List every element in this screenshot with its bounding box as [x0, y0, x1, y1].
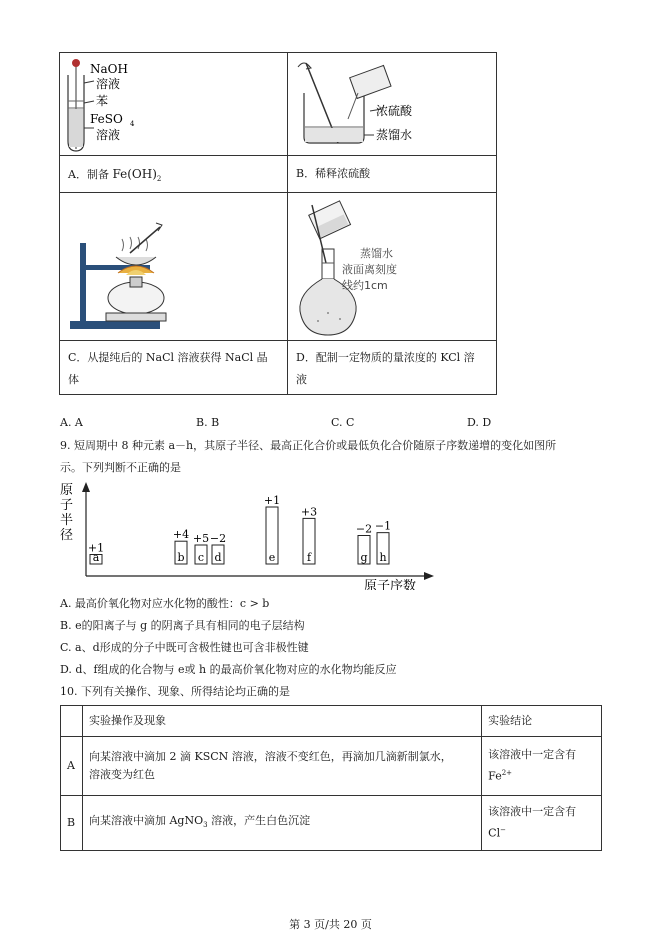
q9-chart-svg	[58, 480, 438, 590]
row-b-con-line1: 该溶液中一定含有	[488, 805, 577, 819]
q8-option-a[interactable]: A. A	[60, 416, 83, 429]
y-axis-arrow	[82, 482, 90, 492]
header-conclusion: 实验结论	[482, 706, 602, 737]
q9-option-c[interactable]: C. a、d形成的分子中既可含极性键也可含非极性键	[60, 641, 309, 654]
header-operation: 实验操作及现象	[82, 706, 481, 737]
level-label-2: 线约1cm	[342, 279, 388, 292]
row-a-operation	[82, 737, 481, 796]
bar-label-b: b	[177, 551, 185, 564]
caption-d-line1: D．配制一定物质的量浓度的 KCl 溶	[296, 351, 475, 364]
x-axis-label: 原子序数	[364, 579, 417, 590]
valence-label-a: +1	[87, 541, 105, 555]
valence-label-d: −2	[209, 532, 227, 545]
bar-label-d: d	[214, 551, 222, 564]
dist-water-d-label: 蒸馏水	[360, 247, 393, 260]
y-axis-label-char: 半	[60, 513, 74, 528]
q9-stem-line1: 9. 短周期中 8 种元素 a－h，其原子半径、最高正化合价或最低负化合价随原子序数递增的变化如图所	[60, 439, 557, 452]
bar-label-e: e	[268, 551, 276, 564]
valence-label-g: −2	[355, 522, 373, 536]
header-blank	[61, 706, 83, 737]
row-a-op-line2: 溶液变为红色	[88, 768, 155, 781]
caption-b-text: B．稀释浓硫酸	[296, 167, 371, 180]
row-a-conclusion	[482, 737, 602, 796]
caption-d-line2: 液	[296, 373, 307, 386]
q9-option-a[interactable]: A. 最高价氧化物对应水化物的酸性：c > b	[60, 597, 270, 610]
caption-a-formula: Fe(OH)	[112, 167, 157, 181]
row-b-conclusion	[482, 796, 602, 851]
feso4-sub: 4	[130, 120, 135, 128]
solution-label-2: 溶液	[96, 128, 121, 142]
valence-label-e: +1	[263, 494, 281, 507]
cell-b-image	[287, 52, 497, 156]
row-b-op-post: 溶液，产生白色沉淀	[207, 813, 311, 827]
q8-option-c[interactable]: C. C	[331, 416, 355, 429]
naoh-tube-figure	[60, 53, 289, 157]
valence-label-h: −1	[374, 519, 392, 533]
row-b-op-sub: 3	[203, 821, 208, 830]
valence-label-f: +3	[300, 505, 318, 519]
row-b-ion-charge: −	[500, 826, 506, 835]
q8-option-d[interactable]: D. D	[467, 416, 492, 429]
cell-c-image	[59, 192, 288, 341]
dist-water-b-label: 蒸馏水	[376, 128, 413, 142]
q8-figure-table	[59, 52, 497, 395]
caption-c	[59, 340, 288, 395]
x-axis-arrow	[424, 572, 434, 580]
level-label-1: 液面离刻度	[342, 263, 397, 276]
bar-label-c: c	[197, 551, 205, 564]
solution-label-1: 溶液	[96, 77, 121, 91]
row-a-ion: Fe	[488, 769, 502, 783]
cell-a-image	[59, 52, 288, 156]
table-row	[61, 737, 602, 796]
caption-c-line1: C．从提纯后的 NaCl 溶液获得 NaCl 晶	[68, 351, 268, 364]
row-a-op-line1: 向某溶液中滴加 2 滴 KSCN 溶液，溶液不变红色，再滴加几滴新制氯水，	[88, 750, 452, 763]
q10-stem: 10. 下列有关操作、现象、所得结论均正确的是	[60, 685, 290, 698]
row-a-ion-charge: 2+	[501, 769, 513, 778]
row-b-op-pre: 向某溶液中滴加 AgNO	[88, 813, 204, 827]
bar-label-h: h	[379, 551, 387, 564]
dilute-acid-figure	[288, 53, 498, 157]
row-label-a: A	[61, 737, 83, 796]
volumetric-flask-figure	[288, 193, 498, 342]
page-footer: 第 3 页/共 20 页	[289, 918, 372, 931]
q8-option-b[interactable]: B. B	[196, 416, 220, 429]
q9-stem-line2: 示。下列判断不正确的是	[60, 461, 181, 474]
y-axis-label-char: 径	[60, 528, 74, 543]
q10-header-row	[61, 706, 602, 737]
valence-label-c: +5	[192, 532, 210, 545]
y-axis-label-char: 子	[60, 498, 74, 513]
row-b-operation	[82, 796, 481, 851]
q10-table	[60, 705, 602, 851]
naoh-label: NaOH	[90, 62, 128, 76]
caption-d	[287, 340, 497, 395]
row-a-con-line1: 该溶液中一定含有	[488, 748, 577, 762]
y-axis-label	[60, 483, 73, 543]
bar-label-f: f	[306, 551, 312, 564]
caption-a-text: A．制备	[68, 168, 109, 181]
evaporation-figure	[60, 193, 289, 342]
q9-radius-chart	[58, 480, 438, 590]
q9-option-d[interactable]: D. d、f组成的化合物与 e或 h 的最高价氧化物对应的水化物均能反应	[60, 663, 397, 676]
benzene-label: 苯	[96, 94, 109, 108]
y-axis-label-char: 原	[60, 483, 74, 498]
conc-acid-label: 浓硫酸	[376, 104, 413, 118]
bar-label-a: a	[92, 551, 100, 564]
caption-b	[287, 155, 497, 193]
caption-c-line2: 体	[68, 373, 79, 386]
row-label-b: B	[61, 796, 83, 851]
cell-d-image	[287, 192, 497, 341]
table-row	[61, 796, 602, 851]
row-b-ion: Cl	[488, 826, 501, 840]
bar-label-g: g	[360, 551, 368, 564]
feso4-label: FeSO	[90, 112, 123, 126]
caption-a-sub: 2	[156, 175, 162, 184]
valence-label-b: +4	[172, 528, 190, 542]
q9-option-b[interactable]: B. e的阳离子与 g 的阴离子具有相同的电子层结构	[60, 619, 305, 632]
caption-a	[59, 155, 288, 193]
